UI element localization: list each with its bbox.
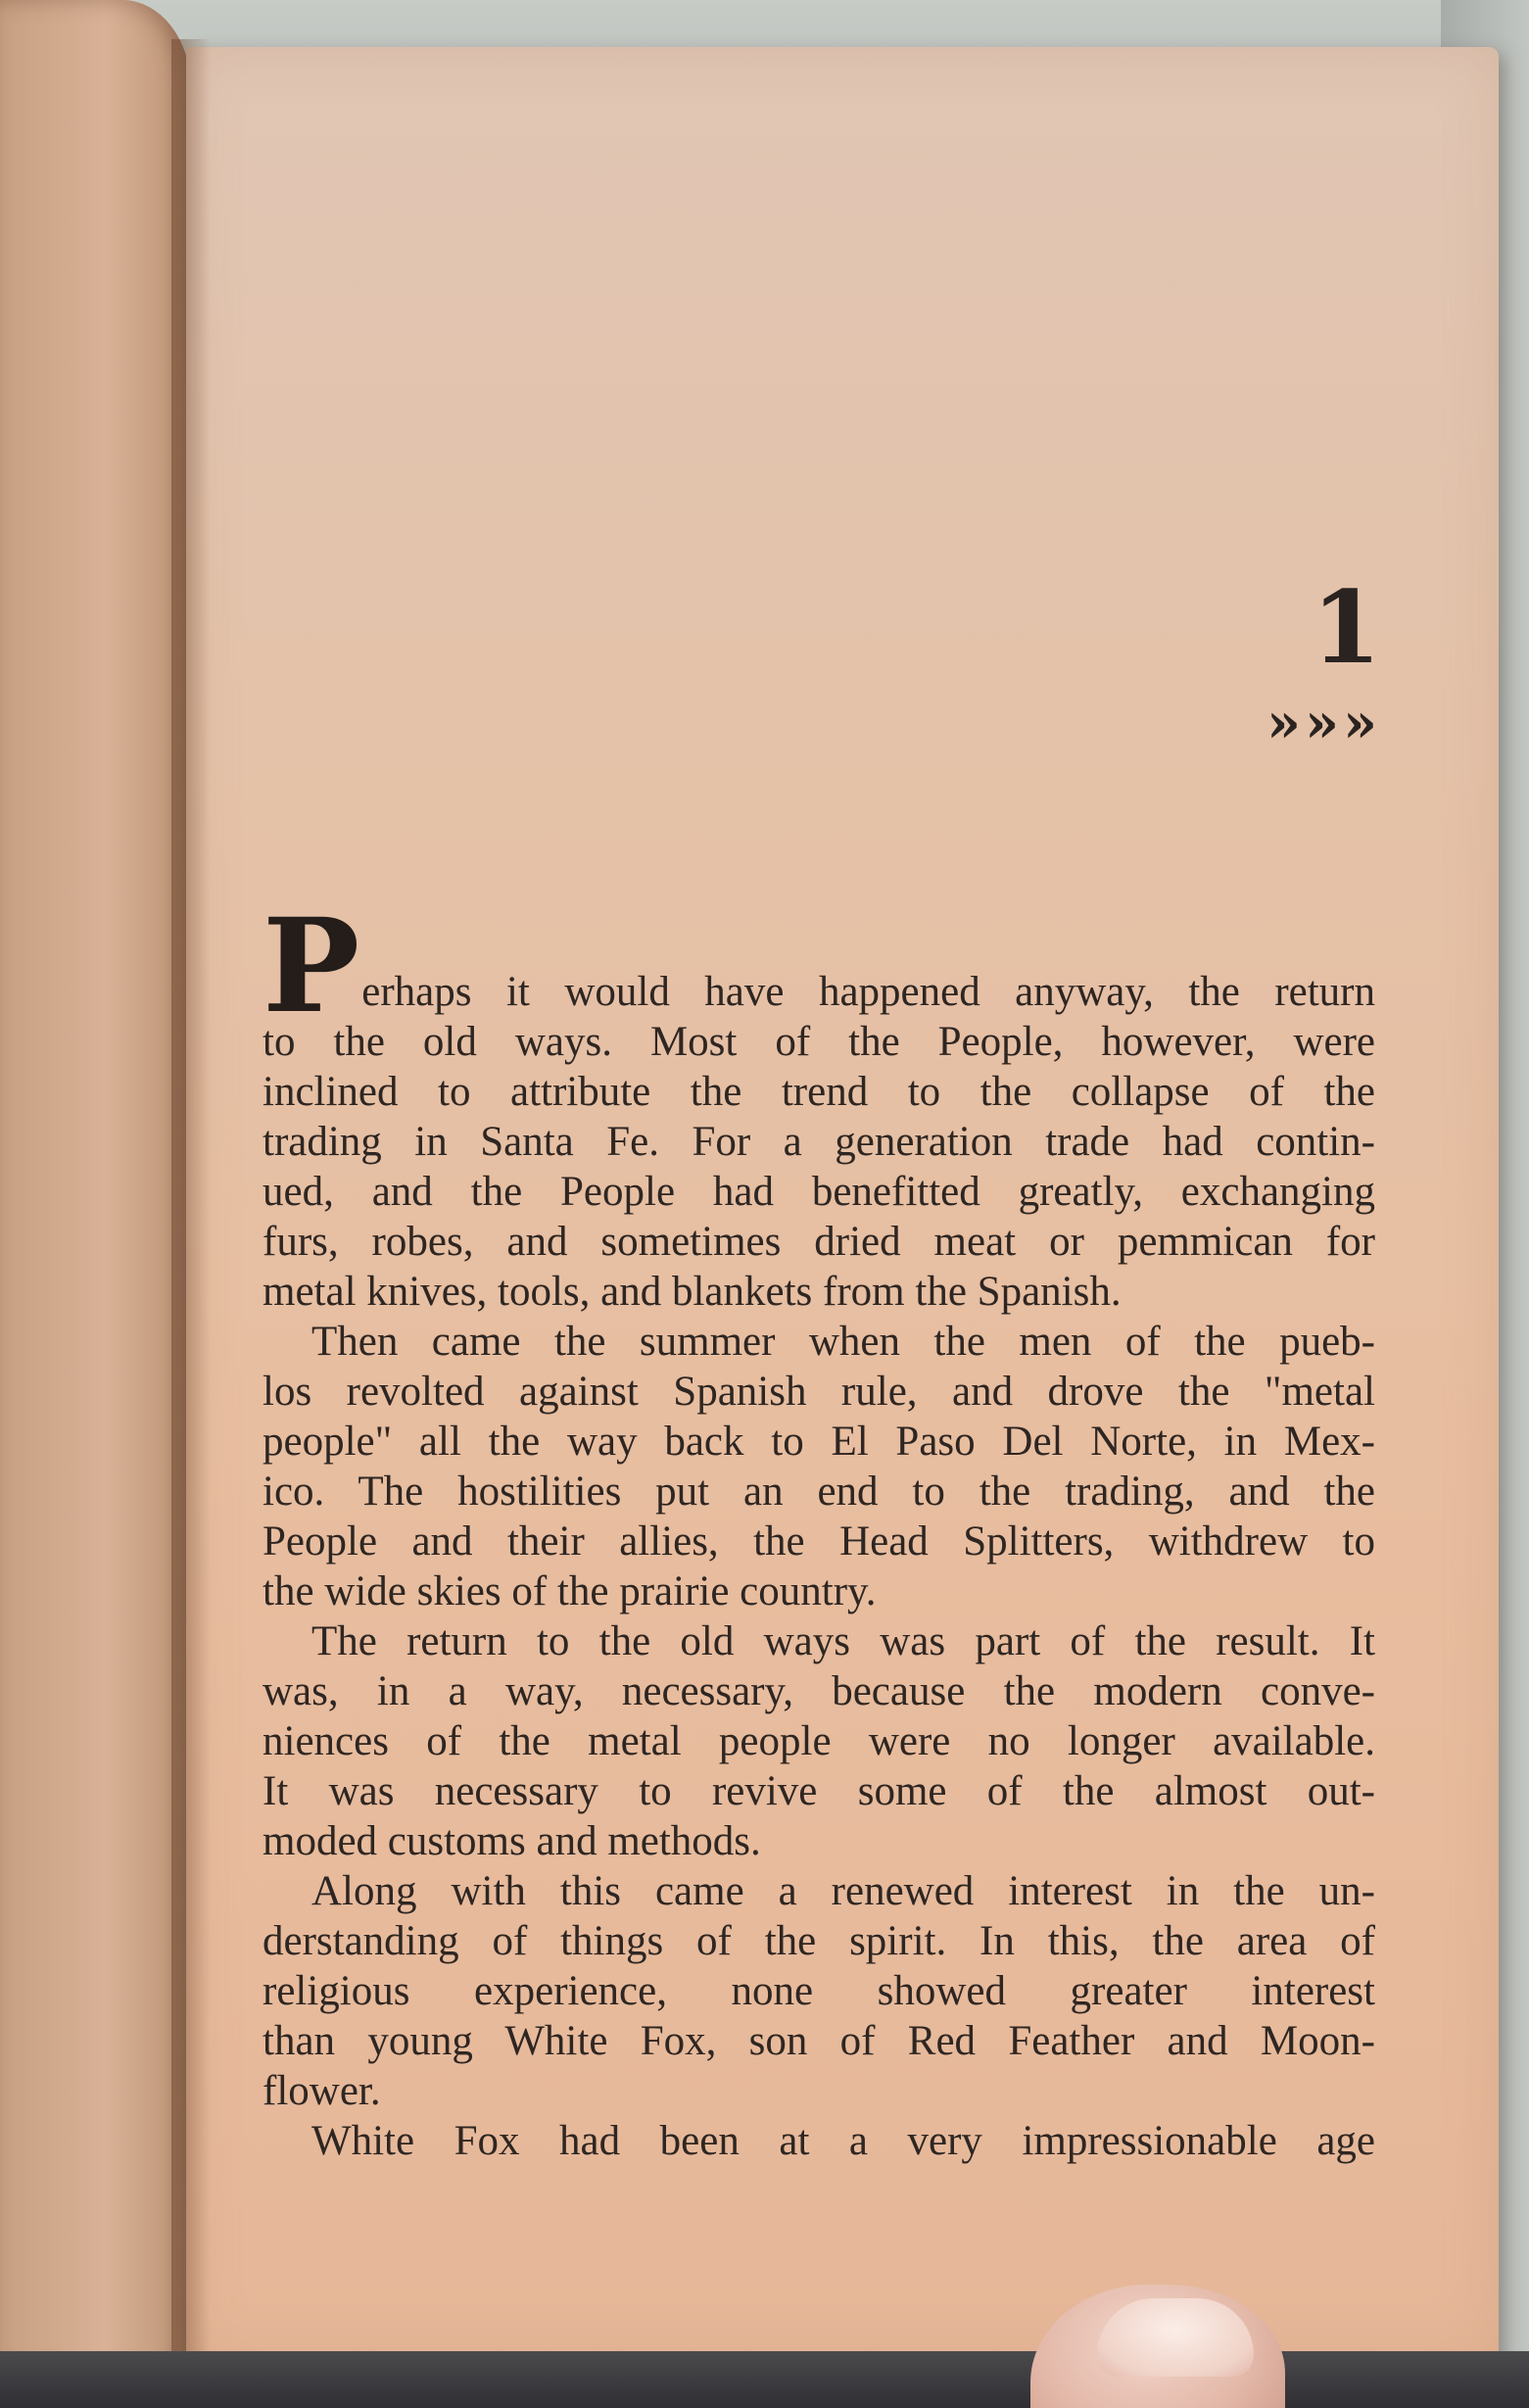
body-text [263,891,1375,2166]
text-line: ued, and the People had benefitted greatly, exchanging [263,1169,1375,1215]
text-line: people" all the way back to El Paso Del Norte, in Mex- [263,1419,1375,1465]
paragraph [263,1866,1375,2116]
text-line: religious experience, none showed greater interest [263,1968,1375,2014]
chapter-number: 1 [1312,569,1381,687]
text-line: furs, robes, and sometimes dried meat or pemmican for [263,1219,1375,1265]
text-line: It was necessary to revive some of the almost out- [263,1768,1375,1814]
thumbnail [1097,2298,1254,2377]
text-line: metal knives, tools, and blankets from the Spanish. [263,1269,1122,1315]
paragraph [263,2116,1375,2166]
text-line: People and their allies, the Head Splitters, withdrew to [263,1518,1375,1565]
text-line: niences of the metal people were no longer available. [263,1718,1375,1764]
text-line: White Fox had been at a very impressionable age [311,2118,1375,2164]
text-line: Along with this came a renewed interest in the un- [311,1868,1375,1914]
text-line: trading in Santa Fe. For a generation trade had contin- [263,1119,1375,1165]
paragraph [263,1017,1375,1317]
chapter-ornament: »»» [1266,691,1381,755]
text-line: The return to the old ways was part of the result. It [311,1618,1375,1664]
text-line: inclined to attribute the trend to the collapse of the [263,1069,1375,1115]
text-line: was, in a way, necessary, because the modern conve- [263,1668,1375,1714]
opening-line-text: erhaps it would have happened anyway, the return [361,969,1375,1015]
text-line: flower. [263,2068,381,2114]
text-line: than young White Fox, son of Red Feather and Moon- [263,2018,1375,2064]
drop-cap: P [263,891,360,1043]
text-line: moded customs and methods. [263,1818,761,1864]
paragraph [263,1317,1375,1616]
paragraph [263,1616,1375,1866]
table-edge [0,2351,1529,2408]
text-line: to the old ways. Most of the People, however, were [263,1019,1375,1065]
text-line: ico. The hostilities put an end to the trading, and the [263,1469,1375,1515]
text-line: Then came the summer when the men of the pueb- [311,1319,1375,1365]
left-page-edge [0,0,191,2381]
text-line: los revolted against Spanish rule, and drove the "metal [263,1369,1375,1415]
text-line: derstanding of things of the spirit. In this, the area of [263,1918,1375,1964]
book-gutter-shadow [171,39,211,2381]
text-line: the wide skies of the prairie country. [263,1568,877,1614]
